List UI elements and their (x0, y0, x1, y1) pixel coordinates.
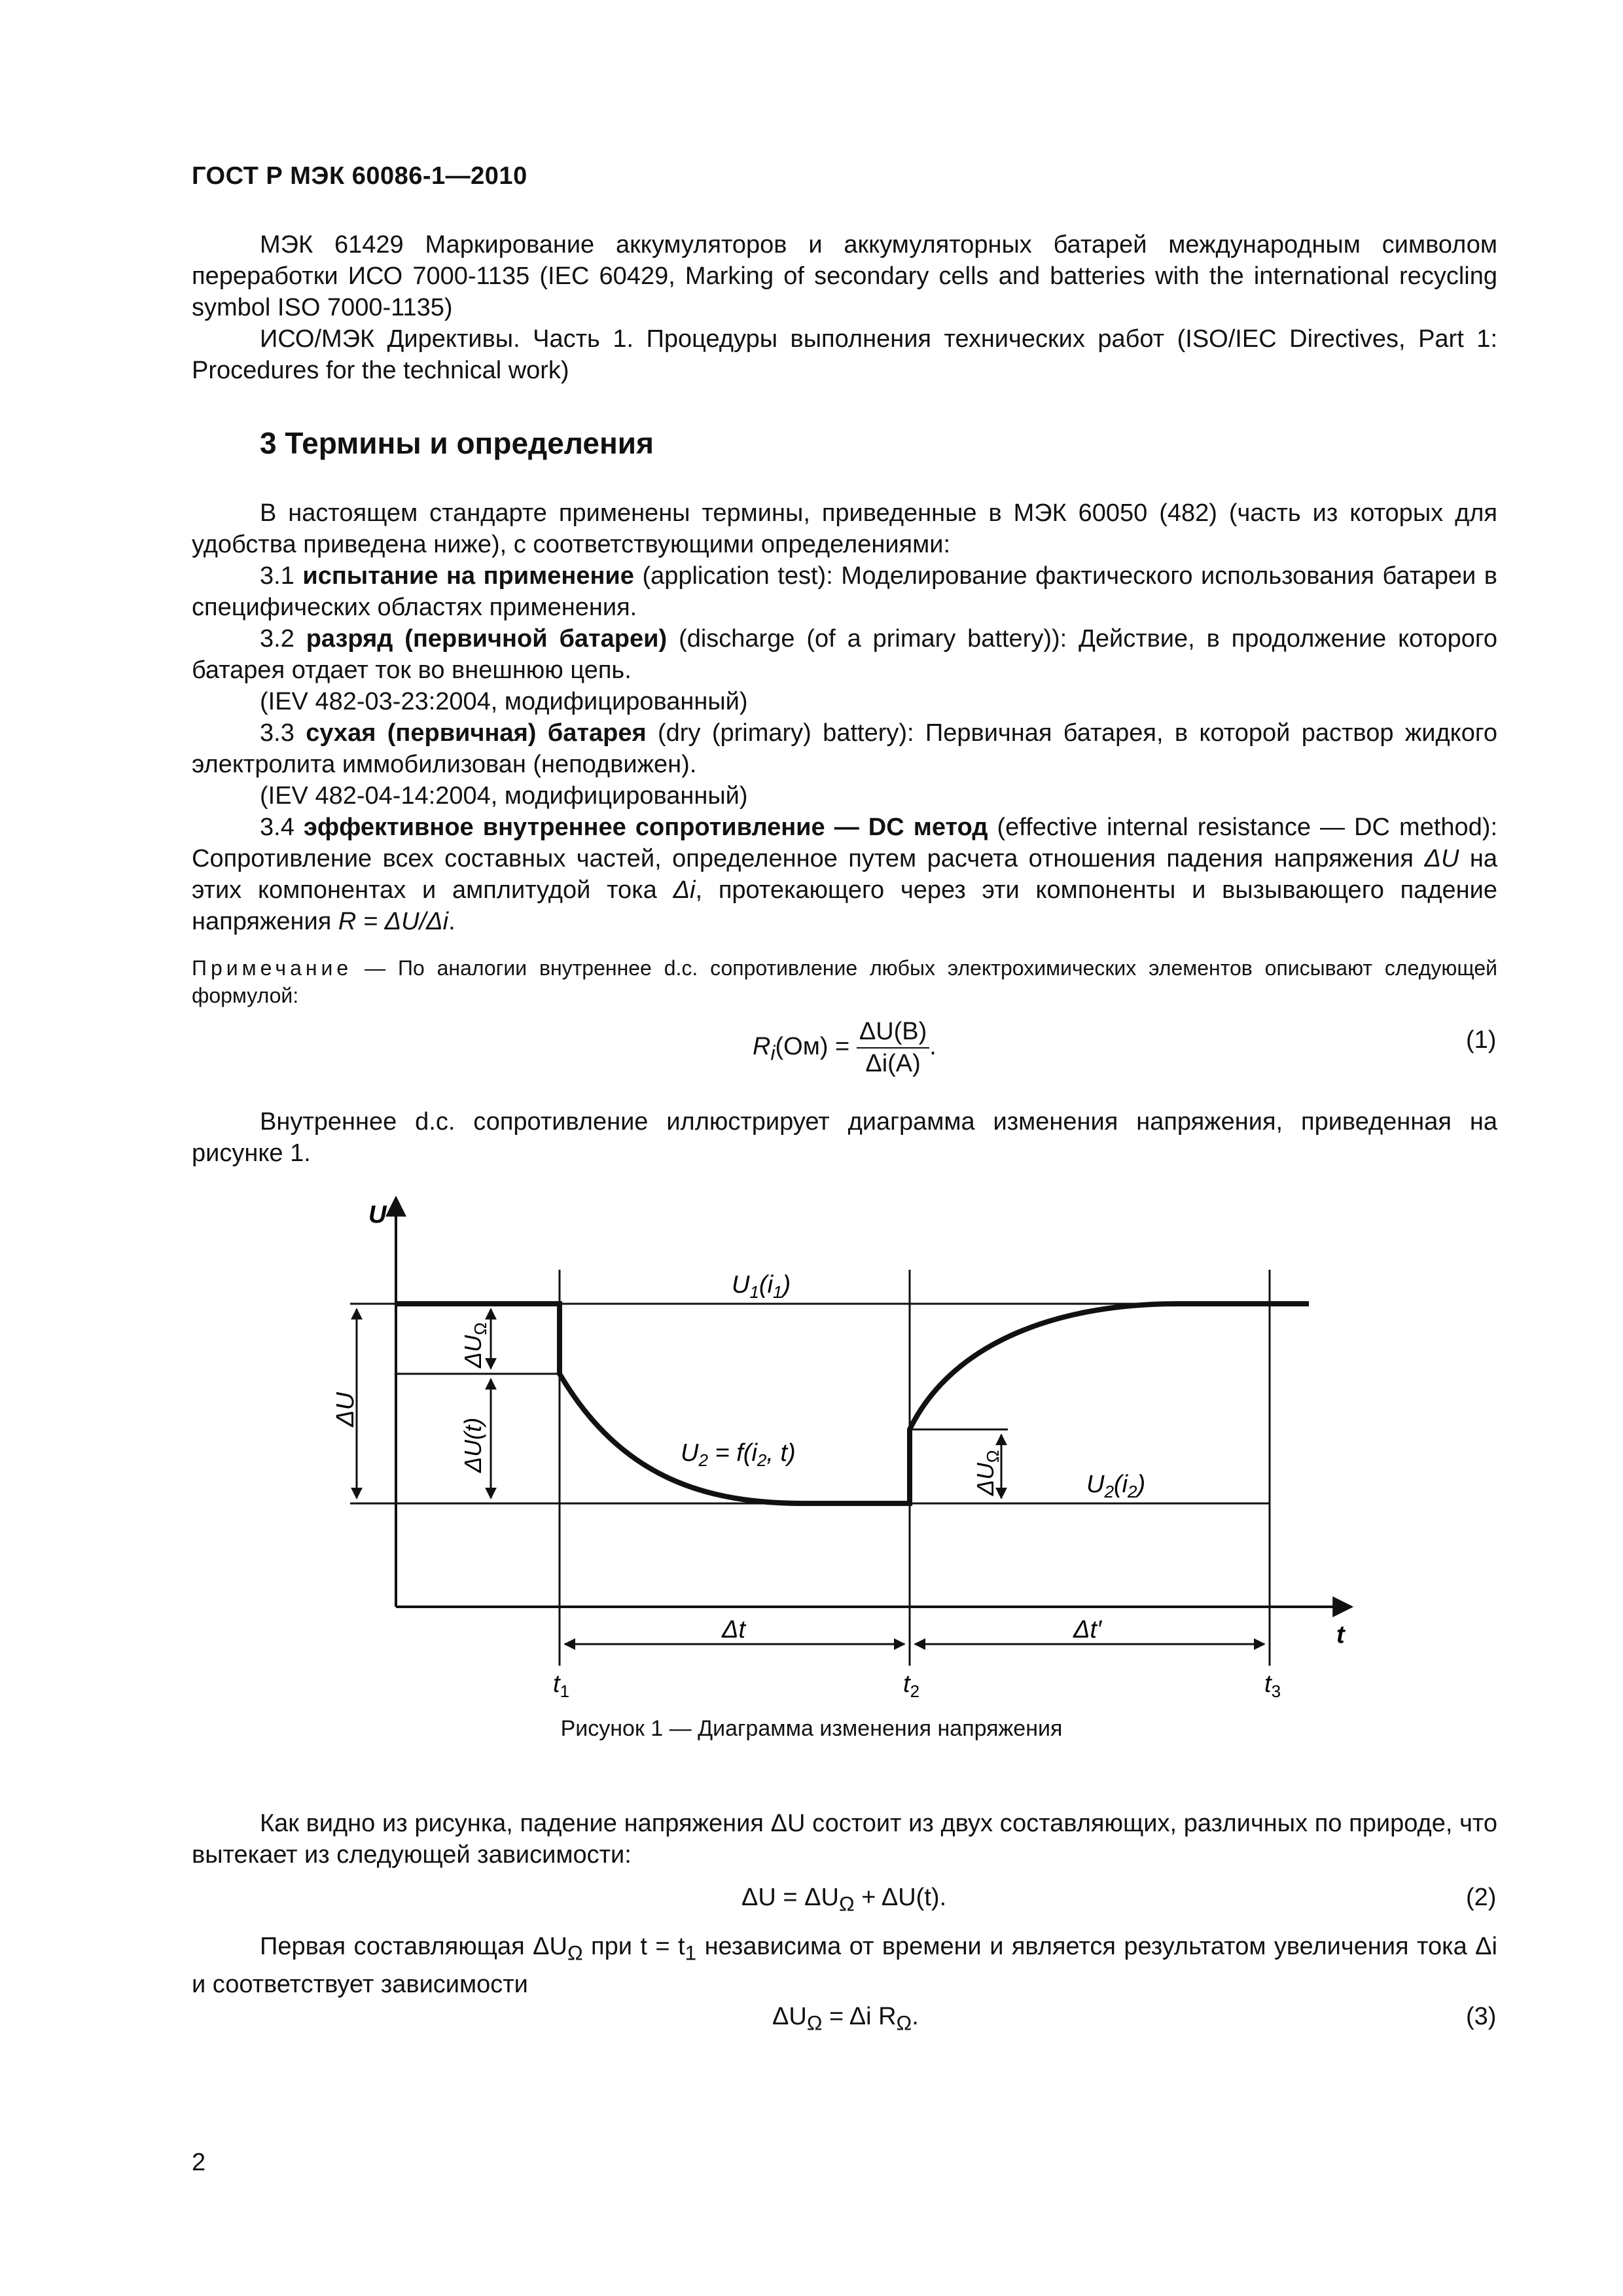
term-number: 3.4 (260, 814, 294, 841)
formula-2-text: ΔU = ΔU (741, 1884, 839, 1911)
u1-label: $U_1(i_1)$ (732, 1271, 791, 1302)
term-name: испытание на применение (302, 562, 634, 590)
term-name: эффективное внутреннее сопротивление — DC метод (303, 814, 988, 841)
term-3-3-source: (IEV 482-04-14:2004, модифицированный) (260, 782, 748, 810)
delta-u-symbol: ΔU (1424, 845, 1459, 872)
analysis-block (192, 1808, 1497, 1871)
formula-1-tail: . (929, 1033, 936, 1061)
term-definition: (effective internal resistance — DC method): Сопротивление всех составных частей, определенное путем расчета отношения падения напряжения (192, 814, 1497, 872)
delta-u-omega-label: $\Delta U_\Omega$ (459, 1322, 490, 1368)
first-component-paragraph (192, 1931, 1497, 2000)
term-number: 3.1 (260, 562, 294, 590)
paragraph-mid: при t = t (582, 1933, 685, 1960)
term-name: сухая (первичная) батарея (306, 719, 647, 747)
omega-sub: Ω (567, 1941, 583, 1965)
formula-2-sub: Ω (838, 1892, 855, 1916)
formula-1-lhs: R (753, 1033, 771, 1061)
resistance-formula: R = ΔU/Δi (338, 908, 449, 935)
figure-caption: Рисунок 1 — Диаграмма изменения напряжения (560, 1716, 1063, 1741)
term-definition-cont: на этих компонентах и амплитудой тока (192, 845, 1497, 904)
delta-i-symbol: Δi (673, 876, 696, 904)
u2-label: $U_2(i_2)$ (1086, 1471, 1146, 1501)
formula-1-lhs-sub: i (770, 1041, 776, 1065)
term-definition-cont: , протекающего через эти компоненты и вызывающего падение напряжения (192, 876, 1497, 935)
intro-paragraph: В настоящем стандарте применены термины, приведенные в МЭК 60050 (482) (часть из которых для удобства приведена ниже), с соответствующими определениями: (192, 499, 1497, 558)
reference-iec-61429: МЭК 61429 Маркирование аккумуляторов и аккумуляторных батарей международным символом переработки ИСО 7000-1135 (IEC 60429, Marking of secondary cells and batteries with the international recycling symbol ISO 7000-1135) (192, 231, 1497, 321)
formula-2-number: (2) (1466, 1884, 1497, 1911)
term-number: 3.3 (260, 719, 294, 747)
formula-3-number: (3) (1466, 2003, 1497, 2030)
paragraph-start: Первая составляющая ΔU (260, 1933, 567, 1960)
formula-1-denominator: Δi(А) (865, 1050, 921, 1077)
formula-2 (741, 1884, 946, 1916)
term-3-2-source: (IEV 482-03-23:2004, модифицированный) (260, 688, 748, 715)
formula-1-unit: (Ом) = (775, 1033, 850, 1061)
delta-u-label: ΔU (332, 1392, 359, 1427)
t1-sub: 1 (685, 1941, 697, 1965)
term-number: 3.2 (260, 625, 294, 653)
formula-3-mid: = Δi R (822, 2003, 897, 2030)
formula-3 (772, 2003, 919, 2036)
formula-2-rest: + ΔU(t). (854, 1884, 947, 1911)
analysis-paragraph: Как видно из рисунка, падение напряжения ΔU состоит из двух составляющих, различных по природе, что вытекает из следующей зависимости: (192, 1810, 1497, 1869)
section-title: 3 Термины и определения (260, 426, 654, 460)
t3-label: $t_3$ (1264, 1670, 1281, 1701)
figure-intro-paragraph: Внутреннее d.c. сопротивление иллюстрирует диаграмма изменения напряжения, приведенная на рисунке 1. (192, 1108, 1497, 1167)
delta-u-omega2-label: $\Delta U_\Omega$ (972, 1450, 1003, 1496)
formula-3-sub2: Ω (896, 2011, 912, 2035)
standard-header: ГОСТ Р МЭК 60086-1—2010 (192, 162, 527, 190)
formula-3-text: ΔU (772, 2003, 807, 2030)
term-name: разряд (первичной батареи) (306, 625, 668, 653)
formula-1-numerator: ΔU(В) (857, 1018, 929, 1049)
voltage-curve (396, 1304, 1309, 1503)
formula-1-number: (1) (1466, 1026, 1497, 1054)
t1-label: $t_1$ (553, 1670, 570, 1701)
sentence-end: . (448, 908, 455, 935)
paragraph-rest: независима от времени и является результатом увеличения тока Δi и соответствует зависимости (192, 1933, 1497, 1998)
t2-label: $t_2$ (903, 1670, 920, 1701)
page-number: 2 (192, 2149, 206, 2176)
term-definition: (dry (primary) battery): Первичная батарея, в которой раствор жидкого электролита иммобилизован (неподвижен). (192, 719, 1497, 778)
x-axis-label: t (1336, 1621, 1345, 1649)
note-label: Примечание (192, 956, 353, 980)
term-definition: (application test): Моделирование фактического использования батареи в специфических областях применения. (192, 562, 1497, 621)
formula-3-tail: . (912, 2003, 919, 2030)
note-text: — По аналогии внутреннее d.c. сопротивление любых электрохимических элементов описывают следующей формулой: (192, 956, 1497, 1007)
delta-t-prime-label: Δt′ (1073, 1616, 1102, 1643)
term-definition: (discharge (of a primary battery)): Действие, в продолжение которого батарея отдает ток во внешнюю цепь. (192, 625, 1497, 684)
reference-iso-iec-directives: ИСО/МЭК Директивы. Часть 1. Процедуры выполнения технических работ (ISO/IEC Directives, Part 1: Procedures for the technical work) (192, 325, 1497, 384)
delta-t-label: Δt (722, 1616, 746, 1643)
formula-3-sub: Ω (806, 2011, 823, 2035)
first-component-block (192, 1931, 1497, 2000)
y-axis-label: U (368, 1201, 387, 1229)
delta-u-t-label: ΔU(t) (459, 1417, 486, 1473)
u2-function-label: $U_2 = f(i_2$, t) (681, 1439, 796, 1470)
